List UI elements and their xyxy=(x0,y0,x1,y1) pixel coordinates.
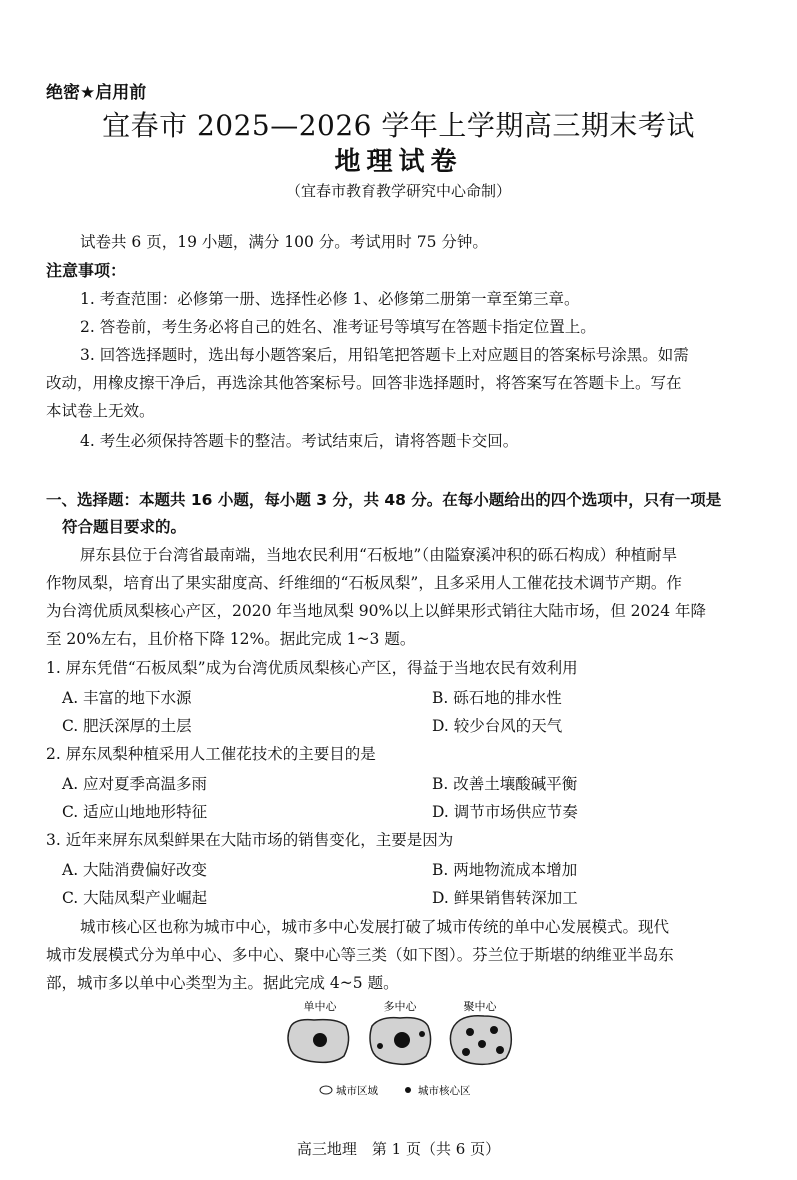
city-core-multi-left xyxy=(377,1043,383,1049)
note-4: 4. 考生必须保持答题卡的整洁。考试结束后，请将答题卡交回。 xyxy=(80,432,519,450)
passage-1-line-1: 屏东县位于台湾省最南端，当地农民利用“石板地”（由隘寮溪冲积的砾石构成）种植耐旱 xyxy=(80,546,678,564)
question-3-option-a: A. 大陆消费偏好改变 xyxy=(62,861,208,879)
city-core-multi-right xyxy=(419,1031,425,1037)
city-core-multi-main xyxy=(394,1032,410,1048)
city-core-cluster-2 xyxy=(490,1026,498,1034)
city-core-cluster-1 xyxy=(466,1028,474,1036)
legend-area-label: 城市区域 xyxy=(336,1085,378,1097)
question-1-option-a: A. 丰富的地下水源 xyxy=(62,689,192,707)
question-2-stem: 2. 屏东凤梨种植采用人工催花技术的主要目的是 xyxy=(46,745,376,763)
exam-maker: （宜春市教育教学研究中心命制） xyxy=(285,182,511,200)
passage-1-line-3: 为台湾优质凤梨核心产区，2020 年当地凤梨 90%以上以鲜果形式销往大陆市场，但 2024 年降 xyxy=(46,602,707,620)
question-2-option-b: B. 改善土壤酸碱平衡 xyxy=(432,775,578,793)
legend-core-label: 城市核心区 xyxy=(418,1085,471,1097)
notes-heading: 注意事项： xyxy=(46,261,127,280)
city-core-cluster-4 xyxy=(462,1048,470,1056)
passage-2-line-1: 城市核心区也称为城市中心，城市多中心发展打破了城市传统的单中心发展模式。现代 xyxy=(80,918,670,936)
city-center-models-figure xyxy=(280,996,520,1100)
exam-intro: 试卷共 6 页，19 小题，满分 100 分。考试用时 75 分钟。 xyxy=(80,233,488,251)
note-3-line-2: 改动，用橡皮擦干净后，再选涂其他答案标号。回答非选择题时，将答案写在答题卡上。写在 xyxy=(46,374,682,392)
note-3-line-1: 3. 回答选择题时，选出每小题答案后，用铅笔把答题卡上对应题目的答案标号涂黑。如需 xyxy=(80,346,689,364)
legend-area-icon xyxy=(320,1086,332,1094)
exam-subject: 地理试卷 xyxy=(334,147,463,177)
question-2-option-a: A. 应对夏季高温多雨 xyxy=(62,775,208,793)
note-2: 2. 答卷前，考生务必将自己的姓名、准考证号等填写在答题卡指定位置上。 xyxy=(80,318,596,336)
question-1-stem: 1. 屏东凭借“石板凤梨”成为台湾优质凤梨核心产区，得益于当地农民有效利用 xyxy=(46,659,578,677)
city-core-cluster-3 xyxy=(478,1040,486,1048)
question-2-option-c: C. 适应山地地形特征 xyxy=(62,803,208,821)
question-1-option-d: D. 较少台风的天气 xyxy=(432,717,563,735)
section-heading-line-2: 符合题目要求的。 xyxy=(62,518,187,536)
question-3-option-b: B. 两地物流成本增加 xyxy=(432,861,578,879)
question-1-option-b: B. 砾石地的排水性 xyxy=(432,689,562,707)
confidential-label: 绝密★启用前 xyxy=(46,83,147,103)
question-1-option-c: C. 肥沃深厚的土层 xyxy=(62,717,192,735)
passage-1-line-4: 至 20%左右，且价格下降 12%。据此完成 1~3 题。 xyxy=(46,630,416,648)
passage-2-line-2: 城市发展模式分为单中心、多中心、聚中心等三类（如下图）。芬兰位于斯堪的纳维亚半岛东 xyxy=(46,946,674,964)
page-footer: 高三地理 第 1 页（共 6 页） xyxy=(296,1140,501,1158)
figure-label-single-center: 单中心 xyxy=(303,1000,337,1013)
note-3-line-3: 本试卷上无效。 xyxy=(46,402,155,420)
figure-label-cluster-center: 聚中心 xyxy=(463,1000,497,1013)
question-2-option-d: D. 调节市场供应节奏 xyxy=(432,803,578,821)
legend-core-icon xyxy=(405,1087,411,1093)
passage-1-line-2: 作物凤梨，培育出了果实甜度高、纤维细的“石板凤梨”，且多采用人工催花技术调节产期。作 xyxy=(46,574,682,592)
question-3-option-d: D. 鲜果销售转深加工 xyxy=(432,889,578,907)
figure-label-multi-center: 多中心 xyxy=(383,1000,417,1013)
question-3-option-c: C. 大陆凤梨产业崛起 xyxy=(62,889,208,907)
exam-title: 宜春市 2025—2026 学年上学期高三期末考试 xyxy=(102,109,695,142)
passage-2-line-3: 部，城市多以单中心类型为主。据此完成 4~5 题。 xyxy=(46,974,399,992)
question-3-stem: 3. 近年来屏东凤梨鲜果在大陆市场的销售变化，主要是因为 xyxy=(46,831,454,849)
note-1: 1. 考查范围：必修第一册、选择性必修 1、必修第二册第一章至第三章。 xyxy=(80,290,580,308)
city-area-cluster xyxy=(450,1016,511,1065)
city-core-cluster-5 xyxy=(496,1046,504,1054)
section-heading-line-1: 一、选择题：本题共 16 小题，每小题 3 分，共 48 分。在每小题给出的四个选项中，只有一项是 xyxy=(46,491,722,509)
city-core-single xyxy=(313,1033,327,1047)
